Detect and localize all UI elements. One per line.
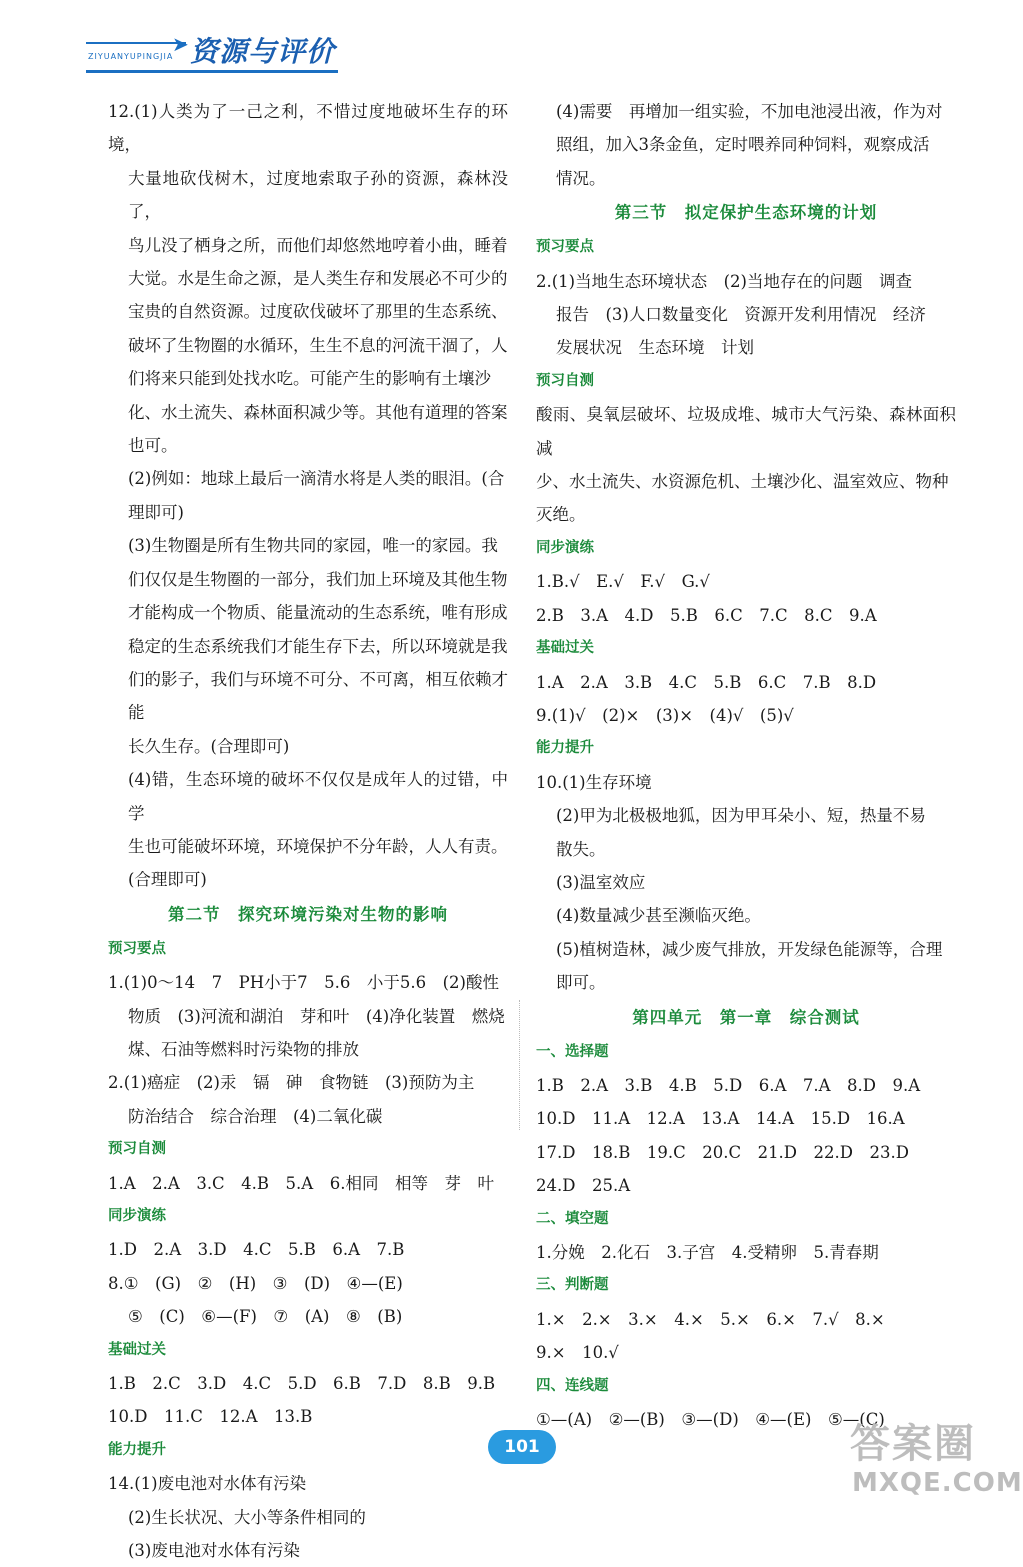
page-number: 101: [488, 1430, 556, 1464]
answer-line: 灭绝。: [536, 505, 586, 525]
answer-line: 24.D 25.A: [536, 1176, 631, 1196]
subsection-heading: 基础过关: [108, 1341, 166, 1358]
left-column: [108, 95, 508, 1567]
answer-line: (3)温室效应: [556, 872, 646, 892]
subsection-heading: 四、连线题: [536, 1377, 609, 1394]
subsection-heading: 预习自测: [108, 1141, 166, 1158]
answer-line: 1.D 2.A 3.D 4.C 5.B 6.A 7.B: [108, 1240, 405, 1260]
answer-line: 大量地砍伐树木，过度地索取子孙的资源，森林没了，: [128, 168, 508, 222]
answer-line: (3)生物圈是所有生物共同的家园，唯一的家园。我: [128, 536, 498, 556]
watermark-top: 答案圈: [850, 1421, 976, 1467]
answer-line: 鸟儿没了栖身之所，而他们却悠然地哼着小曲，睡着: [128, 235, 508, 255]
watermark-bottom: MXQE.COM: [852, 1468, 1023, 1498]
answer-line: 照组，加入3条金鱼，定时喂养同种饲料，观察成活: [556, 135, 930, 155]
answer-line: 1.A 2.A 3.C 4.B 5.A 6.相同 相等 芽 叶: [108, 1173, 494, 1193]
answer-line: 2.(1)当地生态环境状态 (2)当地存在的问题 调查: [536, 271, 912, 291]
section-title: 第四单元 第一章 综合测试: [632, 1007, 860, 1027]
answer-line: 们的影子，我们与环境不可分、不可离，相互依赖才能: [128, 669, 508, 723]
answer-line: (3)废电池对水体有污染: [128, 1541, 300, 1561]
answer-line: 稳定的生态系统我们才能生存下去，所以环境就是我: [128, 636, 508, 656]
answer-line: 少、水土流失、水资源危机、土壤沙化、温室效应、物种: [536, 472, 949, 492]
answer-line: 12.(1)人类为了一己之利，不惜过度地破坏生存的环境，: [108, 102, 508, 155]
answer-line: 1.A 2.A 3.B 4.C 5.B 6.C 7.B 8.D: [536, 672, 877, 692]
answer-line: 化、水土流失、森林面积减少等。其他有道理的答案: [128, 402, 508, 422]
answer-line: 们仅仅是生物圈的一部分，我们加上环境及其他生物: [128, 569, 508, 589]
answer-line: (合理即可): [128, 870, 207, 890]
answer-line: 发展状况 生态环境 计划: [556, 338, 754, 358]
answer-line: 物质 (3)河流和湖泊 芽和叶 (4)净化装置 燃烧: [128, 1006, 505, 1026]
section-title: 第三节 拟定保护生态环境的计划: [614, 203, 878, 223]
arrow-right-icon: ➤: [172, 32, 189, 56]
answer-line: 煤、石油等燃料时污染物的排放: [128, 1039, 359, 1059]
header-rule: [86, 42, 186, 44]
header-pinyin: ZIYUANYUPINGJIA: [88, 52, 174, 61]
answer-line: ⑤ (C) ⑥—(F) ⑦ (A) ⑧ (B): [128, 1307, 403, 1327]
answer-line: 17.D 18.B 19.C 20.C 21.D 22.D 23.D: [536, 1142, 909, 1162]
subsection-heading: 同步演练: [108, 1208, 166, 1224]
answer-line: 1.B 2.A 3.B 4.B 5.D 6.A 7.A 8.D 9.A: [536, 1075, 921, 1095]
answer-line: 10.D 11.A 12.A 13.A 14.A 15.D 16.A: [536, 1109, 905, 1129]
header-underline: [86, 70, 338, 73]
answer-line: 1.(1)0～14 7 PH小于7 5.6 小于5.6 (2)酸性: [108, 973, 499, 993]
answer-line: 9.(1)√ (2)× (3)× (4)√ (5)√: [536, 705, 794, 725]
answer-line: 生也可能破坏环境，环境保护不分年龄，人人有责。: [128, 836, 508, 856]
answer-line: 即可。: [556, 973, 606, 993]
subsection-heading: 预习要点: [536, 239, 594, 256]
answer-line: 10.D 11.C 12.A 13.B: [108, 1407, 313, 1427]
answer-line: 1.× 2.× 3.× 4.× 5.× 6.× 7.√ 8.×: [536, 1309, 885, 1329]
answer-line: 10.(1)生存环境: [536, 772, 652, 792]
answer-line: ①—(A) ②—(B) ③—(D) ④—(E) ⑤—(C): [536, 1410, 885, 1430]
right-column: [536, 95, 956, 1436]
answer-line: 2.(1)癌症 (2)汞 镉 砷 食物链 (3)预防为主: [108, 1073, 475, 1093]
header-logo: [86, 30, 346, 80]
subsection-heading: 基础过关: [536, 640, 594, 657]
subsection-heading: 同步演练: [536, 539, 594, 556]
answer-line: 也可。: [128, 436, 178, 456]
answer-line: 大觉。水是生命之源，是人类生存和发展必不可少的: [128, 269, 508, 289]
subsection-heading: 二、填空题: [536, 1210, 609, 1227]
answer-line: (2)生长状况、大小等条件相同的: [128, 1507, 366, 1527]
answer-line: 宝贵的自然资源。过度砍伐破坏了那里的生态系统、: [128, 302, 508, 322]
answer-line: (2)例如：地球上最后一滴清水将是人类的眼泪。(合: [128, 469, 505, 489]
answer-line: 2.B 3.A 4.D 5.B 6.C 7.C 8.C 9.A: [536, 605, 877, 625]
subsection-heading: 预习要点: [108, 940, 166, 957]
section-title: 第二节 探究环境污染对生物的影响: [168, 904, 448, 924]
answer-line: 才能构成一个物质、能量流动的生态系统，唯有形成: [128, 603, 508, 623]
subsection-heading: 预习自测: [536, 372, 594, 389]
answer-line: 长久生存。(合理即可): [128, 736, 290, 756]
header-title: 资源与评价: [190, 35, 336, 68]
subsection-heading: 三、判断题: [536, 1277, 609, 1294]
answer-line: (4)错，生态环境的破坏不仅仅是成年人的过错，中学: [128, 770, 508, 823]
answer-line: 破坏了生物圈的水循环，生生不息的河流干涸了，人: [128, 335, 508, 355]
answer-line: 们将来只能到处找水吃。可能产生的影响有土壤沙: [128, 369, 491, 389]
watermark-logo: [846, 1412, 1023, 1508]
answer-line: 理即可): [128, 502, 184, 522]
subsection-heading: 一、选择题: [536, 1043, 609, 1060]
answer-line: 酸雨、臭氧层破坏、垃圾成堆、城市大气污染、森林面积减: [536, 405, 956, 458]
answer-line: 防治结合 综合治理 (4)二氧化碳: [128, 1106, 383, 1126]
answer-line: 1.B.√ E.√ F.√ G.√: [536, 572, 710, 592]
answer-line: (4)需要 再增加一组实验，不加电池浸出液，作为对: [556, 102, 943, 121]
answer-line: 1.B 2.C 3.D 4.C 5.D 6.B 7.D 8.B 9.B: [108, 1374, 496, 1394]
answer-line: 9.× 10.√: [536, 1343, 619, 1363]
subsection-heading: 能力提升: [536, 740, 594, 757]
answer-line: 情况。: [556, 168, 606, 188]
answer-line: (4)数量减少甚至濒临灭绝。: [556, 906, 761, 926]
answer-line: (2)甲为北极极地狐，因为甲耳朵小、短，热量不易: [556, 806, 926, 826]
answer-line: 报告 (3)人口数量变化 资源开发利用情况 经济: [556, 305, 926, 325]
answer-line: 14.(1)废电池对水体有污染: [108, 1474, 307, 1494]
column-divider: [519, 1000, 520, 1130]
subsection-heading: 能力提升: [108, 1441, 166, 1458]
answer-line: (5)植树造林，减少废气排放，开发绿色能源等，合理: [556, 939, 943, 959]
answer-line: 8.① (G) ② (H) ③ (D) ④—(E): [108, 1273, 403, 1293]
answer-line: 散失。: [556, 839, 606, 859]
answer-line: 1.分娩 2.化石 3.子宫 4.受精卵 5.青春期: [536, 1243, 879, 1262]
